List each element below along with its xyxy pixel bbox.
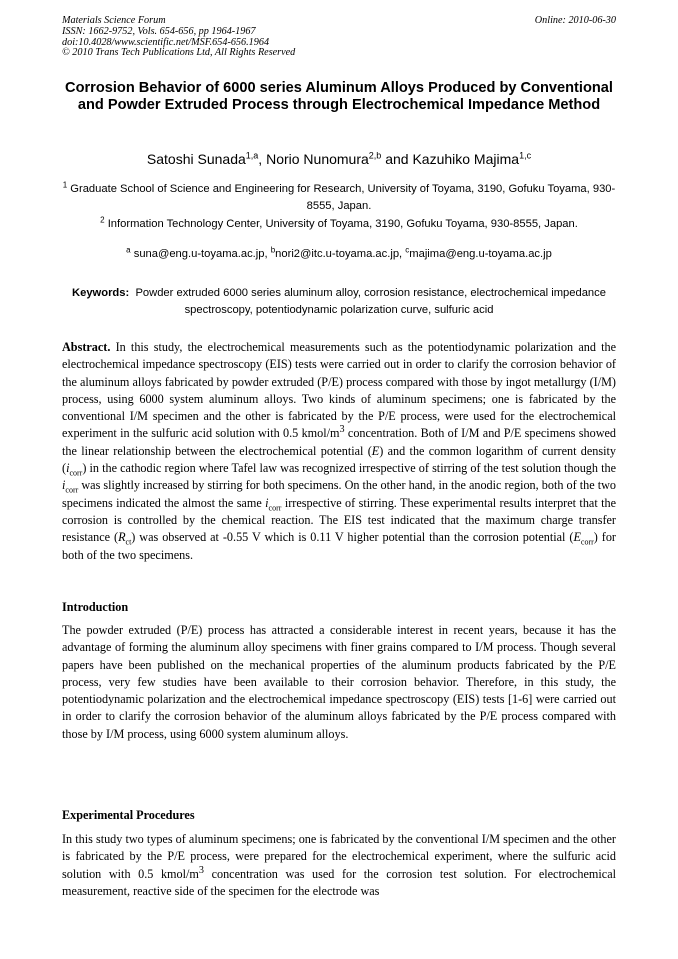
subscript-ct: ct — [125, 537, 132, 547]
symbol-i: i — [62, 478, 66, 493]
email-mark: a — [126, 245, 131, 255]
symbol-i: i — [66, 461, 70, 476]
keywords — [62, 285, 616, 319]
superscript: 3 — [339, 424, 345, 436]
abstract-text: ) was observed at -0.55 V which is 0.11 V higher potential than the corrosion potential ( — [131, 530, 574, 545]
abstract-text: was slightly increased by stirring for both specimens. On the other hand, in the anodic region, both of the two specimens indicated the almost the same — [62, 478, 616, 510]
symbol-R: R — [118, 530, 126, 545]
email-address[interactable]: suna@eng.u-toyama.ac.jp, — [133, 248, 271, 260]
issn-line: ISSN: 1662-9752, Vols. 654-656, pp 1964-1967 — [62, 25, 256, 37]
author-separator: , — [258, 151, 267, 167]
affiliation-mark: 1 — [62, 180, 68, 190]
email-list — [62, 246, 616, 263]
symbol-E: E — [573, 530, 581, 545]
abstract-text: irrespective of stirring. These experimental results interpret that the corrosion is controlled by the chemical reaction. The EIS test indicated that the maximum charge transfer resistance ( — [62, 495, 616, 545]
abstract-label: Abstract. — [62, 340, 111, 354]
author-affiliation-mark: 2,b — [368, 150, 382, 161]
affiliation-text: Graduate School of Science and Engineering for Research, University of Toyama, 3190, Gofuku Toyama, 930-8555, Japan. — [70, 183, 616, 212]
subscript-corr: corr — [69, 468, 83, 478]
introduction-paragraph: The powder extruded (P/E) process has attracted a considerable interest in recent years, because it has the advantage of forming the aluminum alloy specimens with finer grains compared to I/M process. Though several papers have been published on the mechanical properties of the aluminum products fabricated by the P/E process, very few studies have been available to their corrosion behavior. Therefore, in this study, the potentiodynamic polarization and the electrochemical impedance spectroscopy (EIS) tests [1-6] were carried out in order to clarify the corrosion behavior of the aluminum alloys fabricated by the P/E process compared with those by I/M process, using 6000 system aluminum alloys. — [62, 623, 616, 741]
doi-line: doi:10.4028/www.scientific.net/MSF.654-656.1964 — [62, 36, 270, 48]
author-affiliation-mark: 1,c — [519, 150, 532, 161]
abstract-text: ) and the common logarithm of current density ( — [62, 443, 616, 476]
affiliation-mark: 2 — [100, 215, 105, 225]
author-list — [62, 150, 616, 168]
copyright-line: © 2010 Trans Tech Publications Ltd, All Rights Reserved — [62, 47, 296, 59]
author-separator: and — [381, 151, 413, 167]
symbol-E: E — [371, 443, 380, 458]
abstract-text: concentration. Both of I/M and P/E specimens showed the linear relationship between the electrochemical potential ( — [62, 426, 616, 458]
author-name: Kazuhiko Majima — [412, 151, 520, 167]
abstract-text: In this study, the electrochemical measurements such as the potentiodynamic polarization and the electrochemical impedance spectroscopy (EIS) tests were carried out in order to clarify the corrosion behavior of the aluminum alloys fabricated by powder extruded (P/E) process compared with those by ingot metallurgy (I/M) process, using 6000 system aluminum alloys. Two kinds of aluminum specimens; one is fabricated by the conventional I/M specimen and the other is fabricated by the P/E process, were used for the electrochemical experiment in the sulfuric acid solution with 0.5 kmol/m — [62, 340, 616, 441]
symbol-i: i — [265, 495, 269, 510]
keywords-label: Keywords: — [72, 287, 130, 299]
abstract — [62, 339, 616, 564]
subscript-corr: corr — [580, 537, 594, 547]
email-address[interactable]: nori2@itc.u-toyama.ac.jp, — [275, 248, 406, 260]
email-mark: c — [405, 245, 410, 255]
section-heading-introduction: Introduction — [62, 600, 129, 614]
email-mark: b — [270, 245, 276, 255]
journal-name: Materials Science Forum — [62, 15, 166, 26]
author-name: Norio Nunomura — [266, 151, 369, 167]
keywords-text: Powder extruded 6000 series aluminum alloy, corrosion resistance, electrochemical impedance spectroscopy, potentiodynamic polarization curve, sulfuric acid — [135, 287, 606, 316]
journal-header — [62, 16, 616, 59]
email-address[interactable]: majima@eng.u-toyama.ac.jp — [409, 248, 552, 260]
abstract-text: ) in the cathodic region where Tafel law was recognized irrespective of stirring of the test solution though the — [82, 461, 616, 476]
superscript: 3 — [198, 864, 204, 876]
online-date: Online: 2010-06-30 — [534, 15, 616, 26]
subscript-corr: corr — [268, 503, 282, 513]
experimental-text: concentration was used for the corrosion test solution. For electrochemical measurement, reactive side of the specimen for the electrode was — [62, 866, 616, 898]
experimental-text: In this study two types of aluminum specimens; one is fabricated by the conventional I/M specimen and the other is fabricated by the P/E process, were prepared for the electrochemical experiment, where the sulfuric acid solution with 0.5 kmol/m — [62, 832, 616, 881]
experimental-paragraph — [62, 831, 616, 900]
author-affiliation-mark: 1,a — [245, 150, 259, 161]
section-heading-experimental: Experimental Procedures — [62, 808, 195, 822]
affiliation-1 — [62, 181, 616, 215]
author-name: Satoshi Sunada — [146, 151, 246, 167]
abstract-text: ) for both of the two specimens. — [62, 530, 616, 562]
paper-title: Corrosion Behavior of 6000 series Aluminum Alloys Produced by Conventional and Powder Extruded Process through Electrochemical Impedance Method — [65, 80, 613, 113]
affiliation-text: Information Technology Center, University of Toyama, 3190, Gofuku Toyama, 930-8555, Japan. — [107, 218, 578, 230]
subscript-corr: corr — [65, 485, 79, 495]
affiliation-2 — [62, 216, 616, 233]
